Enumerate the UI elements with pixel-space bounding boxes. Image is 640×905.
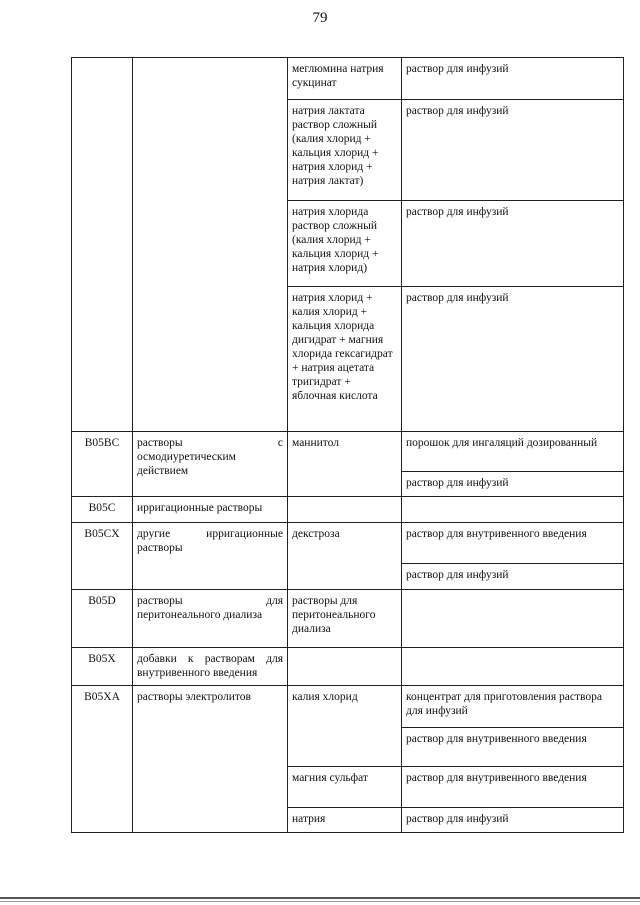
atc-code-cell: B05C — [72, 497, 133, 523]
dosage-form-cell: раствор для инфузий — [402, 472, 624, 497]
dosage-form-cell — [402, 648, 624, 686]
scan-edge-line — [0, 901, 640, 902]
group-name-cell — [133, 58, 288, 432]
drug-name-cell: натрия хлорид + калия хлорид + кальция хлорида дигидрат + магния хлорида гексагидрат + натрия ацетата тригидрат + яблочная кислота — [288, 287, 402, 432]
group-name-cell: растворы для перитонеального диализа — [133, 590, 288, 648]
dosage-form-cell: раствор для инфузий — [402, 201, 624, 287]
table-row — [72, 590, 624, 648]
table-row — [72, 497, 624, 523]
dosage-form-cell: раствор для внутривенного введения — [402, 523, 624, 564]
drug-name-cell: калия хлорид — [288, 686, 402, 767]
drug-name-cell — [288, 497, 402, 523]
atc-code-cell — [72, 58, 133, 432]
drug-name-cell — [288, 648, 402, 686]
group-name-cell: другие ирригационные растворы — [133, 523, 288, 590]
table-row — [72, 523, 624, 564]
dosage-form-cell: концентрат для приготовления раствора для инфузий — [402, 686, 624, 728]
drug-name-cell: декстроза — [288, 523, 402, 590]
dosage-form-cell: порошок для ингаляций дозированный — [402, 432, 624, 472]
atc-code-cell: B05BC — [72, 432, 133, 497]
atc-code-cell: B05D — [72, 590, 133, 648]
page-number: 79 — [312, 10, 328, 26]
atc-code-cell: B05CX — [72, 523, 133, 590]
atc-code-cell: B05XA — [72, 686, 133, 833]
drug-name-cell: натрия лактата раствор сложный (калия хлорид + кальция хлорид + натрия хлорид + натрия лактат) — [288, 100, 402, 201]
table-row — [72, 432, 624, 472]
dosage-form-cell: раствор для внутривенного введения — [402, 728, 624, 767]
dosage-form-cell: раствор для инфузий — [402, 287, 624, 432]
drug-table — [71, 57, 624, 833]
table-row — [72, 648, 624, 686]
drug-name-cell: натрия — [288, 808, 402, 833]
drug-name-cell: растворы для перитонеального диализа — [288, 590, 402, 648]
drug-name-cell: магния сульфат — [288, 767, 402, 808]
drug-name-cell: меглюмина натрия сукцинат — [288, 58, 402, 100]
dosage-form-cell: раствор для инфузий — [402, 58, 624, 100]
group-name-cell: добавки к растворам для внутривенного введения — [133, 648, 288, 686]
drug-name-cell: натрия хлорида раствор сложный (калия хлорид + кальция хлорид + натрия хлорид) — [288, 201, 402, 287]
dosage-form-cell: раствор для внутривенного введения — [402, 767, 624, 808]
drug-name-cell: маннитол — [288, 432, 402, 497]
table-row — [72, 58, 624, 100]
group-name-cell: ирригационные растворы — [133, 497, 288, 523]
dosage-form-cell: раствор для инфузий — [402, 808, 624, 833]
group-name-cell: растворы электролитов — [133, 686, 288, 833]
atc-code-cell: B05X — [72, 648, 133, 686]
scan-edge-line — [0, 897, 640, 899]
dosage-form-cell: раствор для инфузий — [402, 564, 624, 590]
table-row — [72, 686, 624, 728]
dosage-form-cell: раствор для инфузий — [402, 100, 624, 201]
group-name-cell: растворы с осмодиуретическим действием — [133, 432, 288, 497]
dosage-form-cell — [402, 497, 624, 523]
dosage-form-cell — [402, 590, 624, 648]
